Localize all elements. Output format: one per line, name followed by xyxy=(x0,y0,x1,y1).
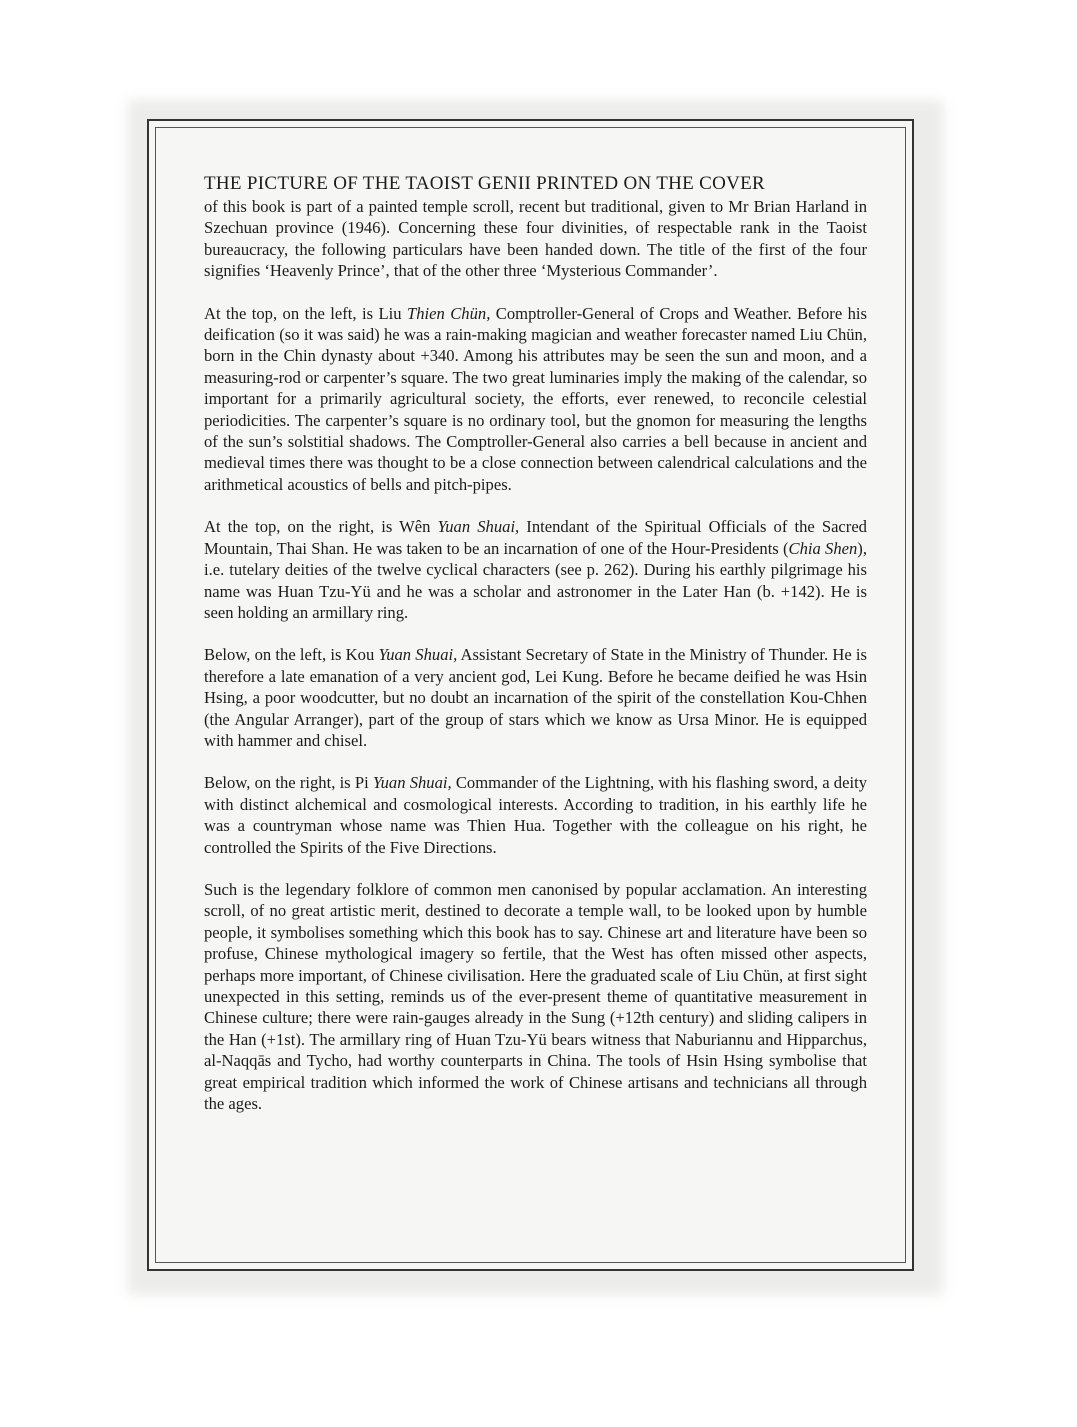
italic-name: Yuan Shuai, xyxy=(372,773,452,793)
paragraph-liu-thien-chun xyxy=(204,303,867,496)
paragraph-intro xyxy=(204,172,867,282)
text-run: Below, on the right, is Pi xyxy=(204,773,373,793)
text-run: Intendant of the Spiritual Officials of the Sacred Mountain, Thai Shan. He was taken to be an incarnation of one of the Hour-Presidents ( xyxy=(204,517,867,558)
intro-text: of this book is part of a painted temple scroll, recent but traditional, given to Mr Brian Harland in Szechuan province (1946). Concerning these four divinities, of respectable rank in the Taoist bureaucracy, the following particulars have been handed down. The title of the first of the four signifies ‘Heavenly Prince’, that of the other three ‘Mysterious Commander’. xyxy=(204,197,867,281)
text-run: Commander of the Lightning, with his flashing sword, a deity with distinct alchemical and cosmological interests. According to tradition, in his earthly life he was a countryman whose name was Thien Hua. Together with the colleague on his right, he controlled the Spirits of the Five Directions. xyxy=(204,773,867,857)
document-body xyxy=(204,172,867,1135)
text-run: ), i.e. tutelary deities of the twelve cyclical characters (see p. 262). During his earthly pilgrimage his name was Huan Tzu-Yü and he was a scholar and astronomer in the Later Han (b. +142). He is seen holding an armillary ring. xyxy=(204,538,867,622)
paragraph-kou-yuan-shuai xyxy=(204,644,867,751)
paragraph-conclusion: Such is the legendary folklore of common men canonised by popular acclamation. An interesting scroll, of no great artistic merit, destined to decorate a temple wall, to be looked upon by humble people, it symbolises something which this book has to say. Chinese art and literature have been so profuse, Chinese mythological imagery so fertile, that the West has often missed other aspects, perhaps more important, of Chinese civilisation. Here the graduated scale of Liu Chün, at first sight unexpected in this setting, reminds us of the ever-present theme of quantitative measurement in Chinese culture; there were rain-gauges already in the Sung (+12th century) and sliding calipers in the Han (+1st). The armillary ring of Huan Tzu-Yü bears witness that Naburiannu and Hipparchus, al-Naqqās and Tycho, had worthy counterparts in China. The tools of Hsin Hsing symbolise that great empirical tradition which informed the work of Chinese artisans and technicians all through the ages. xyxy=(204,879,867,1114)
italic-name: Thien Chün, xyxy=(407,303,491,323)
paragraph-wen-yuan-shuai xyxy=(204,516,867,623)
text-run: Below, on the left, is Kou xyxy=(204,645,379,665)
paragraph-pi-yuan-shuai xyxy=(204,772,867,858)
italic-name: Yuan Shuai, xyxy=(378,645,458,665)
italic-term: Chia Shen xyxy=(788,538,858,558)
text-run: At the top, on the left, is Liu xyxy=(204,303,407,323)
text-run: Comptroller-General of Crops and Weather. Before his deification (so it was said) he was a rain-making magician and weather forecaster named Liu Chün, born in the Chin dynasty about +340. Among his attributes may be seen the sun and moon, and a measuring-rod or carpenter’s square. The two great luminaries imply the making of the calendar, so important for a primarily agricultural society, the efforts, ever renewed, to reconcile celestial periodicities. The carpenter’s square is no ordinary tool, but the gnomon for measuring the lengths of the sun’s solstitial shadows. The Comptroller-General also carries a bell because in ancient and medieval times there was thought to be a close connection between calendrical calculations and the arithmetical acoustics of bells and pitch-pipes. xyxy=(204,303,867,494)
italic-name: Yuan Shuai, xyxy=(437,517,520,537)
text-run: Assistant Secretary of State in the Ministry of Thunder. He is therefore a late emanation of a very ancient god, Lei Kung. Before he became deified he was Hsin Hsing, a poor woodcutter, but no doubt an incarnation of the spirit of the constellation Kou-Chhen (the Angular Arranger), part of the group of stars which we know as Ursa Minor. He is equipped with hammer and chisel. xyxy=(204,645,867,750)
text-run: At the top, on the right, is Wên xyxy=(204,517,438,537)
heading: THE PICTURE OF THE TAOIST GENII PRINTED ON THE COVER xyxy=(204,173,766,194)
